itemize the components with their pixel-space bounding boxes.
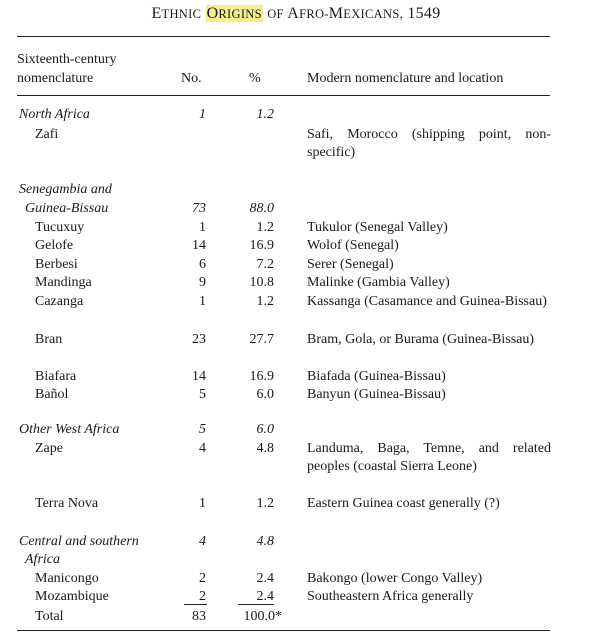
header-rule xyxy=(17,95,550,96)
cell-origin: North Africa xyxy=(19,107,90,122)
cell-origin: Other West Africa xyxy=(19,422,120,437)
cell-origin: Zape xyxy=(35,441,63,456)
bottom-rule xyxy=(17,630,550,631)
cell-modern: Biafada (Guinea-Bissau) xyxy=(307,369,446,384)
cell-origin: Gelofe xyxy=(35,238,74,253)
cell-count: 5 xyxy=(199,387,206,402)
cell-origin: Senegambia and xyxy=(19,182,112,197)
cell-origin: Guinea-Bissau xyxy=(25,201,109,216)
cell-count: 14 xyxy=(192,238,206,253)
cell-count: 5 xyxy=(199,422,206,437)
cell-origin: Bañol xyxy=(35,387,69,402)
cell-modern: Landuma, Baga, Temne, and related peoples (coastal Sierra Leone) xyxy=(307,441,551,474)
cell-count: 6 xyxy=(199,257,206,272)
cell-modern: Wolof (Senegal) xyxy=(307,238,399,253)
cell-count: 9 xyxy=(199,275,206,290)
cell-origin: Bran xyxy=(35,332,63,347)
cell-modern: Bakongo (lower Congo Valley) xyxy=(307,571,483,586)
cell-percent: 1.2 xyxy=(256,220,274,235)
cell-modern: Kassanga (Casamance and Guinea-Bissau) xyxy=(307,294,547,309)
total-rule-pct xyxy=(238,604,274,605)
cell-percent: 16.9 xyxy=(249,369,274,384)
cell-percent: 1.2 xyxy=(256,496,274,511)
cell-origin: Tucuxuy xyxy=(35,220,85,235)
cell-percent: 7.2 xyxy=(256,257,274,272)
header-modern: Modern nomenclature and location xyxy=(307,71,504,86)
cell-origin: Zafi xyxy=(35,127,59,142)
cell-count: 23 xyxy=(192,332,206,347)
cell-count: 73 xyxy=(192,201,206,216)
cell-modern: Safi, Morocco (shipping point, non-specific) xyxy=(307,127,551,160)
cell-modern: Southeastern Africa generally xyxy=(307,589,474,604)
cell-percent: 100.0* xyxy=(243,609,282,624)
cell-origin: Total xyxy=(35,609,64,624)
cell-origin: Berbesi xyxy=(35,257,78,272)
cell-count: 83 xyxy=(192,609,206,624)
cell-origin: Biafara xyxy=(35,369,77,384)
cell-modern: Malinke (Gambia Valley) xyxy=(307,275,450,290)
cell-percent: 88.0 xyxy=(249,201,274,216)
cell-origin: Cazanga xyxy=(35,294,84,309)
cell-origin: Mandinga xyxy=(35,275,92,290)
cell-percent: 16.9 xyxy=(249,238,274,253)
cell-origin: Mozambique xyxy=(35,589,109,604)
cell-count: 1 xyxy=(199,107,206,122)
cell-percent: 27.7 xyxy=(249,332,274,347)
cell-count: 2 xyxy=(199,589,206,604)
cell-origin: Central and southern xyxy=(19,534,139,549)
total-rule-no xyxy=(184,604,207,605)
cell-percent: 1.2 xyxy=(256,107,274,122)
cell-count: 1 xyxy=(199,294,206,309)
cell-modern: Eastern Guinea coast generally (?) xyxy=(307,496,500,511)
cell-origin: Africa xyxy=(25,552,60,567)
cell-origin: Terra Nova xyxy=(35,496,99,511)
cell-count: 1 xyxy=(199,220,206,235)
cell-percent: 2.4 xyxy=(256,589,274,604)
cell-count: 2 xyxy=(199,571,206,586)
top-rule xyxy=(17,36,550,37)
cell-count: 4 xyxy=(199,534,206,549)
cell-count: 1 xyxy=(199,496,206,511)
cell-modern: Serer (Senegal) xyxy=(307,257,394,272)
cell-percent: 10.8 xyxy=(249,275,274,290)
cell-modern: Tukulor (Senegal Valley) xyxy=(307,220,448,235)
cell-count: 4 xyxy=(199,441,206,456)
cell-percent: 4.8 xyxy=(256,534,274,549)
cell-percent: 1.2 xyxy=(256,294,274,309)
cell-percent: 6.0 xyxy=(256,387,274,402)
header-no: No. xyxy=(181,71,202,86)
cell-modern: Bram, Gola, or Burama (Guinea-Bissau) xyxy=(307,332,535,347)
header-pct: % xyxy=(249,71,261,86)
header-col1: Sixteenth-century nomenclature xyxy=(17,52,117,86)
cell-origin: Manicongo xyxy=(35,571,99,586)
cell-percent: 4.8 xyxy=(256,441,274,456)
cell-percent: 6.0 xyxy=(256,422,274,437)
table-title: ETHNIC ORIGINS OF AFRO-MEXICANS, 1549 xyxy=(151,5,441,22)
cell-modern: Banyun (Guinea-Bissau) xyxy=(307,387,446,402)
cell-percent: 2.4 xyxy=(256,571,274,586)
cell-count: 14 xyxy=(192,369,206,384)
